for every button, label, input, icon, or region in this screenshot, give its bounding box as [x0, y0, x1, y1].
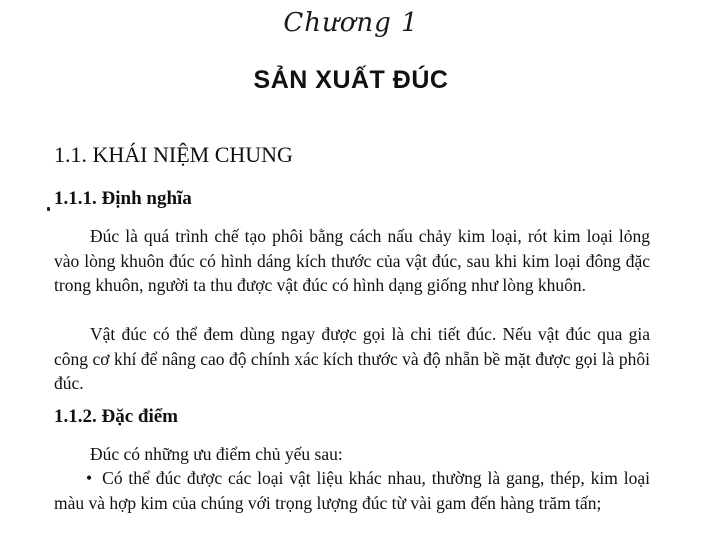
- chapter-label: Chương 1: [283, 8, 419, 38]
- chapter-title: SẢN XUẤT ĐÚC: [253, 66, 449, 94]
- subsection-heading-definition: 1.1.1. Định nghĩa: [54, 188, 192, 209]
- bullet-item: [54, 466, 650, 515]
- scan-speck: [47, 207, 50, 211]
- paragraph-definition: Đúc là quá trình chế tạo phôi bằng cách nấu chảy kim loại, rót kim loại lỏng vào lòng khuôn đúc có hình dáng kích thước của vật đúc, sau khi kim loại đông đặc trong khuôn, người ta thu được vật đúc có hình dạng giống như lòng khuôn.: [54, 226, 650, 295]
- section-heading: 1.1. KHÁI NIỆM CHUNG: [54, 142, 293, 167]
- bullet-marker: •: [86, 468, 93, 488]
- paragraph-advantages-intro: Đúc có những ưu điểm chủ yếu sau:: [90, 444, 343, 464]
- paragraph-casting-detail: Vật đúc có thể đem dùng ngay được gọi là chi tiết đúc. Nếu vật đúc qua gia công cơ khí để nâng cao độ chính xác kích thước và độ nhẵn bề mặt được gọi là phôi đúc.: [54, 324, 650, 393]
- subsection-heading-characteristics: 1.1.2. Đặc điểm: [54, 406, 179, 427]
- bullet-text: Có thể đúc được các loại vật liệu khác nhau, thường là gang, thép, kim loại màu và hợp kim của chúng với trọng lượng đúc từ vài gam đến hàng trăm tấn;: [54, 468, 650, 513]
